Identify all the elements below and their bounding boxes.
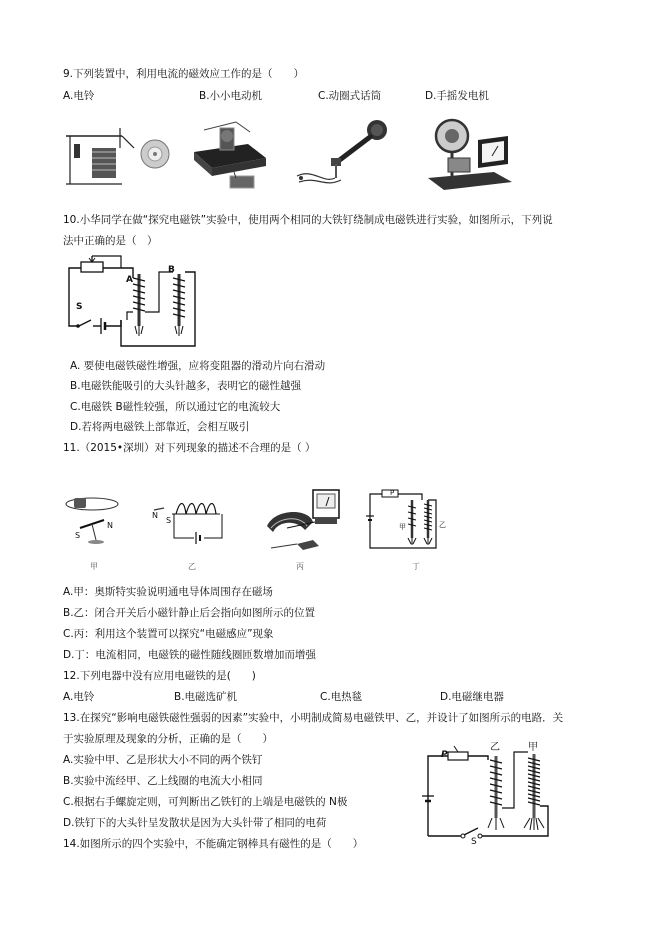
- q13-option-d[interactable]: D.铁钉下的大头针呈发散状是因为大头针带了相同的电荷: [63, 817, 327, 829]
- q9-option-d[interactable]: D.手摇发电机: [425, 90, 489, 102]
- q9-option-c[interactable]: C.动圈式话筒: [318, 90, 382, 102]
- q11-label-n2: N: [152, 511, 158, 520]
- q11-figure-ding: [366, 490, 446, 556]
- q13-option-a[interactable]: A.实验中甲、乙是形状大小不同的两个铁钉: [63, 754, 263, 766]
- q12-option-c[interactable]: C.电热毯: [320, 691, 363, 703]
- q10-option-b[interactable]: B.电磁铁能吸引的大头针越多，表明它的磁性越强: [70, 380, 302, 392]
- q9-stem: 9.下列装置中，利用电流的磁效应工作的是（ ）: [63, 68, 305, 80]
- q12-option-a[interactable]: A.电铃: [63, 691, 95, 703]
- q13-label-yi: 乙: [490, 742, 500, 753]
- q10-label-s: S: [76, 302, 83, 312]
- small-motor-image: [190, 118, 272, 196]
- q10-circuit-diagram: [63, 254, 213, 354]
- q9-option-a[interactable]: A.电铃: [63, 90, 95, 102]
- q13-stem-line1: 13.在探究“影响电磁铁磁性强弱的因素”实验中，小明制成简易电磁铁甲、乙，并设计了如图所示的电路．关: [63, 712, 564, 724]
- electric-bell-image: [62, 118, 172, 194]
- q13-label-s: S: [471, 837, 477, 847]
- q12-option-d[interactable]: D.电磁继电器: [440, 691, 504, 703]
- q11-option-c[interactable]: C.丙：利用这个装置可以探究“电磁感应”现象: [63, 628, 274, 640]
- q11-label-bing: 丙: [296, 562, 304, 571]
- q9-option-b[interactable]: B.小小电动机: [199, 90, 263, 102]
- q10-option-c[interactable]: C.电磁铁 B磁性较强，所以通过它的电流较大: [70, 401, 281, 413]
- q12-option-b[interactable]: B.电磁选矿机: [174, 691, 238, 703]
- q11-option-b[interactable]: B.乙：闭合开关后小磁针静止后会指向如图所示的位置: [63, 607, 316, 619]
- q11-option-d[interactable]: D.丁：电流相同，电磁铁的磁性随线圈匝数增加而增强: [63, 649, 316, 661]
- q10-option-a[interactable]: A. 要使电磁铁磁性增强，应将变阻器的滑动片向右滑动: [70, 360, 326, 372]
- q11-label-jia: 甲: [90, 562, 98, 571]
- q13-option-c[interactable]: C.根据右手螺旋定则，可判断出乙铁钉的上端是电磁铁的 N极: [63, 796, 348, 808]
- q11-label-jia2: 甲: [399, 523, 406, 531]
- microphone-image: [293, 118, 389, 190]
- q10-stem-line1: 10.小华同学在做“探究电磁铁”实验中，使用两个相同的大铁钉绕制成电磁铁进行实验，如图所示，下列说: [63, 214, 553, 226]
- q10-stem-line2: 法中正确的是（ ）: [63, 235, 158, 247]
- q11-stem: 11.（2015•深圳）对下列现象的描述不合理的是（ ）: [63, 442, 316, 454]
- q13-label-jia: 甲: [528, 742, 538, 753]
- q11-label-yi2: 乙: [439, 521, 446, 529]
- q14-stem: 14.如图所示的四个实验中，不能确定钢棒具有磁性的是（ ）: [63, 838, 364, 850]
- q11-label-n1: N: [107, 521, 113, 530]
- q11-label-ding: 丁: [412, 562, 420, 571]
- q13-label-p: P: [441, 750, 448, 760]
- q11-label-s1: S: [75, 531, 81, 540]
- q11-option-a[interactable]: A.甲：奥斯特实验说明通电导体周围存在磁场: [63, 586, 273, 598]
- q11-label-p: P: [390, 489, 395, 497]
- q13-option-b[interactable]: B.实验中流经甲、乙上线圈的电流大小相同: [63, 775, 263, 787]
- q13-stem-line2: 于实验原理及现象的分析，正确的是（ ）: [63, 733, 273, 745]
- q11-figure-bing: [261, 488, 351, 558]
- q12-stem: 12.下列电器中没有应用电磁铁的是( ): [63, 670, 256, 682]
- hand-generator-image: [424, 118, 516, 194]
- q11-figure-yi: [150, 494, 230, 550]
- q10-option-d[interactable]: D.若将两电磁铁上部靠近，会相互吸引: [70, 421, 250, 433]
- q10-label-a: A: [126, 275, 133, 285]
- q11-figure-jia: [62, 494, 132, 556]
- q11-label-yi: 乙: [188, 562, 196, 571]
- q13-circuit-diagram: [418, 744, 558, 846]
- q11-label-s2: S: [166, 516, 172, 525]
- q10-label-b: B: [168, 265, 175, 275]
